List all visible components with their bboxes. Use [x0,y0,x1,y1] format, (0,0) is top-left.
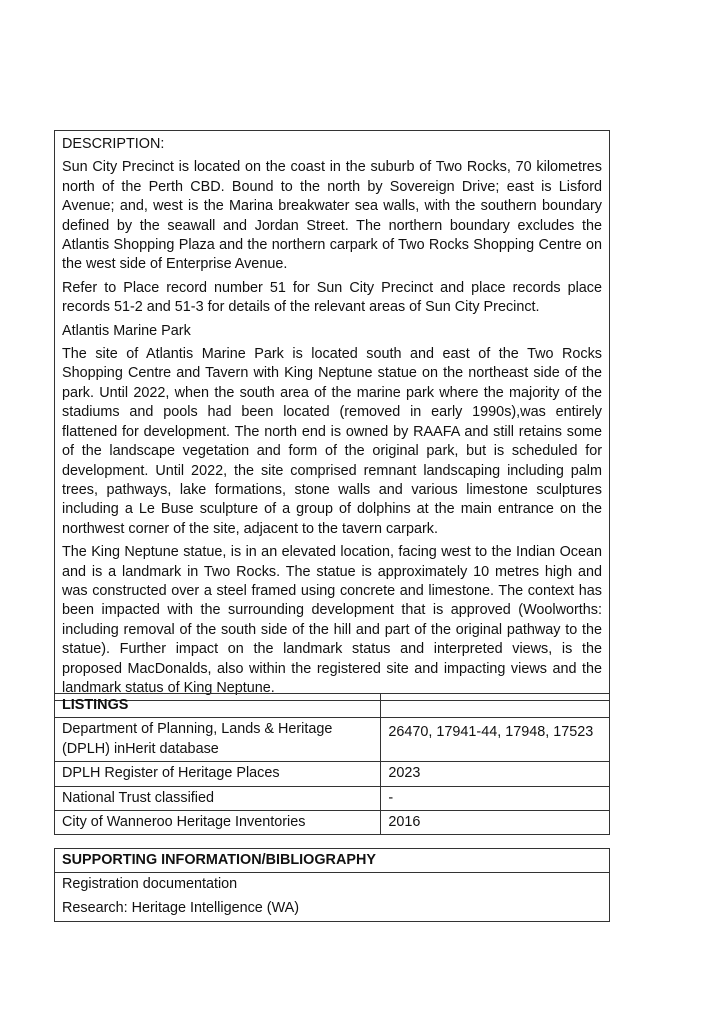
supporting-table [54,848,610,922]
listing-label: City of Wanneroo Heritage Inventories [55,811,381,835]
description-paragraph: The site of Atlantis Marine Park is located south and east of the Two Rocks Shopping Centre and Tavern with King Neptune statue on the northeast side of the park. Until 2022, when the south area of the marine park where the majority of the stadiums and pools had been located (removed in early 1990s),was entirely flattened for development. The north end is owned by RAAFA and still retains some of the landscape vegetation and form of the original park, but is scheduled for development. Until 2022, the site comprised remnant landscaping including palm trees, pathways, lake formations, stone walls and various limestone sculptures including a Le Buse sculpture of a group of dolphins at the main entrance on the northwest corner of the site, adjacent to the tavern carpark. [62,346,602,537]
table-row [55,873,610,922]
listing-value: 26470, 17941-44, 17948, 17523 [381,718,610,762]
listing-value: 2023 [381,762,610,786]
description-paragraph: The King Neptune statue, is in an elevated location, facing west to the Indian Ocean and is a landmark in Two Rocks. The statue is approximately 10 metres high and was constructed over a steel framed using concrete and limestone. The context has been impacted with the surrounding development that is approved (Woolworths: including removal of the south side of the hill and part of the original pathway to the statue). Further impact on the landmark status and interpreted views, is the proposed MacDonalds, also within the registered site and impacting views and the landmark status of King Neptune. [62,544,602,696]
supporting-line: Registration documentation [62,876,238,893]
table-row [55,786,610,810]
supporting-lines [55,873,610,922]
table-cell [381,694,610,718]
listing-value: - [381,786,610,810]
table-row [55,694,610,718]
listings-table [54,693,610,835]
listing-value: 2016 [381,811,610,835]
description-paragraph: Sun City Precinct is located on the coast in the suburb of Two Rocks, 70 kilometres north of the Perth CBD. Bound to the north by Sovereign Drive; east is Lisford Avenue; and, west is the Marina breakwater sea walls, with the southern boundary defined by the seawall and Jordan Street. The northern boundary excludes the Atlantis Shopping Plaza and the northern carpark of Two Rocks Shopping Centre on the west side of Enterprise Avenue. [62,159,602,273]
supporting-heading: SUPPORTING INFORMATION/BIBLIOGRAPHY [55,849,610,873]
listing-label: National Trust classified [55,786,381,810]
listing-label: Department of Planning, Lands & Heritage (DPLH) inHerit database [55,718,381,762]
description-section [54,130,610,701]
listing-label: DPLH Register of Heritage Places [55,762,381,786]
table-row [55,811,610,835]
description-heading: DESCRIPTION: [62,136,165,152]
table-row [55,718,610,762]
table-row [55,762,610,786]
listings-heading: LISTINGS [55,694,381,718]
supporting-line: Research: Heritage Intelligence (WA) [62,899,300,916]
description-subheading: Atlantis Marine Park [62,322,191,339]
table-row [55,849,610,873]
description-paragraph: Refer to Place record number 51 for Sun City Precinct and place records place records 51-2 and 51-3 for details of the relevant areas of Sun City Precinct. [62,279,602,316]
